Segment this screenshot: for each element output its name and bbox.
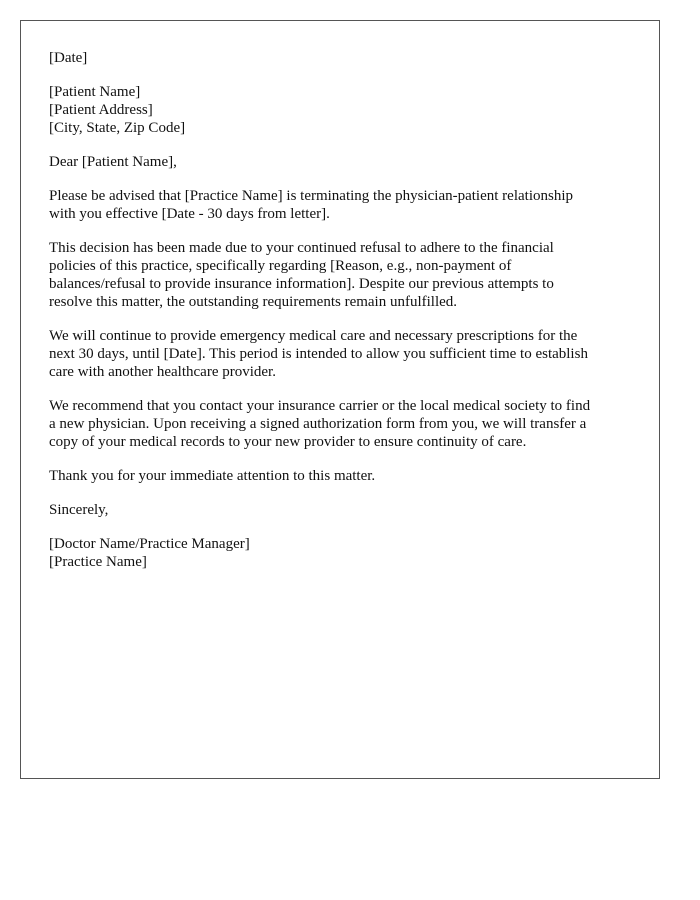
paragraph-line: Thank you for your immediate attention to this matter. (49, 468, 376, 484)
paragraph-line: care with another healthcare provider. (49, 364, 276, 380)
recipient-address-block (49, 83, 634, 137)
paragraph-continued-care (49, 327, 634, 381)
recipient-city-state-zip: [City, State, Zip Code] (49, 120, 186, 136)
paragraph-termination-notice (49, 187, 634, 223)
signature-block (49, 535, 634, 571)
paragraph-line: This decision has been made due to your continued refusal to adhere to the financial (49, 240, 554, 256)
paragraph-line: with you effective [Date - 30 days from letter]. (49, 206, 330, 222)
paragraph-line: a new physician. Upon receiving a signed authorization form from you, we will transfer a (49, 416, 587, 432)
letter-body (49, 49, 634, 587)
paragraph-line: We recommend that you contact your insurance carrier or the local medical society to find (49, 398, 591, 414)
letter-date (49, 49, 634, 67)
paragraph-thank-you (49, 467, 634, 485)
salutation (49, 153, 634, 171)
closing-text: Sincerely, (49, 502, 109, 518)
paragraph-reason (49, 239, 634, 311)
paragraph-line: We will continue to provide emergency medical care and necessary prescriptions for the (49, 328, 578, 344)
recipient-name: [Patient Name] (49, 84, 141, 100)
paragraph-line: resolve this matter, the outstanding requirements remain unfulfilled. (49, 294, 458, 310)
signature-sender: [Doctor Name/Practice Manager] (49, 536, 250, 552)
date-text: [Date] (49, 50, 88, 66)
signature-practice: [Practice Name] (49, 554, 147, 570)
paragraph-line: copy of your medical records to your new provider to ensure continuity of care. (49, 434, 527, 450)
recipient-address: [Patient Address] (49, 102, 153, 118)
paragraph-line: balances/refusal to provide insurance information]. Despite our previous attempts to (49, 276, 554, 292)
paragraph-recommendation (49, 397, 634, 451)
closing (49, 501, 634, 519)
paragraph-line: next 30 days, until [Date]. This period is intended to allow you sufficient time to establish (49, 346, 588, 362)
salutation-text: Dear [Patient Name], (49, 154, 177, 170)
letter-page (20, 20, 660, 779)
paragraph-line: policies of this practice, specifically regarding [Reason, e.g., non-payment of (49, 258, 512, 274)
paragraph-line: Please be advised that [Practice Name] is terminating the physician-patient relationship (49, 188, 573, 204)
